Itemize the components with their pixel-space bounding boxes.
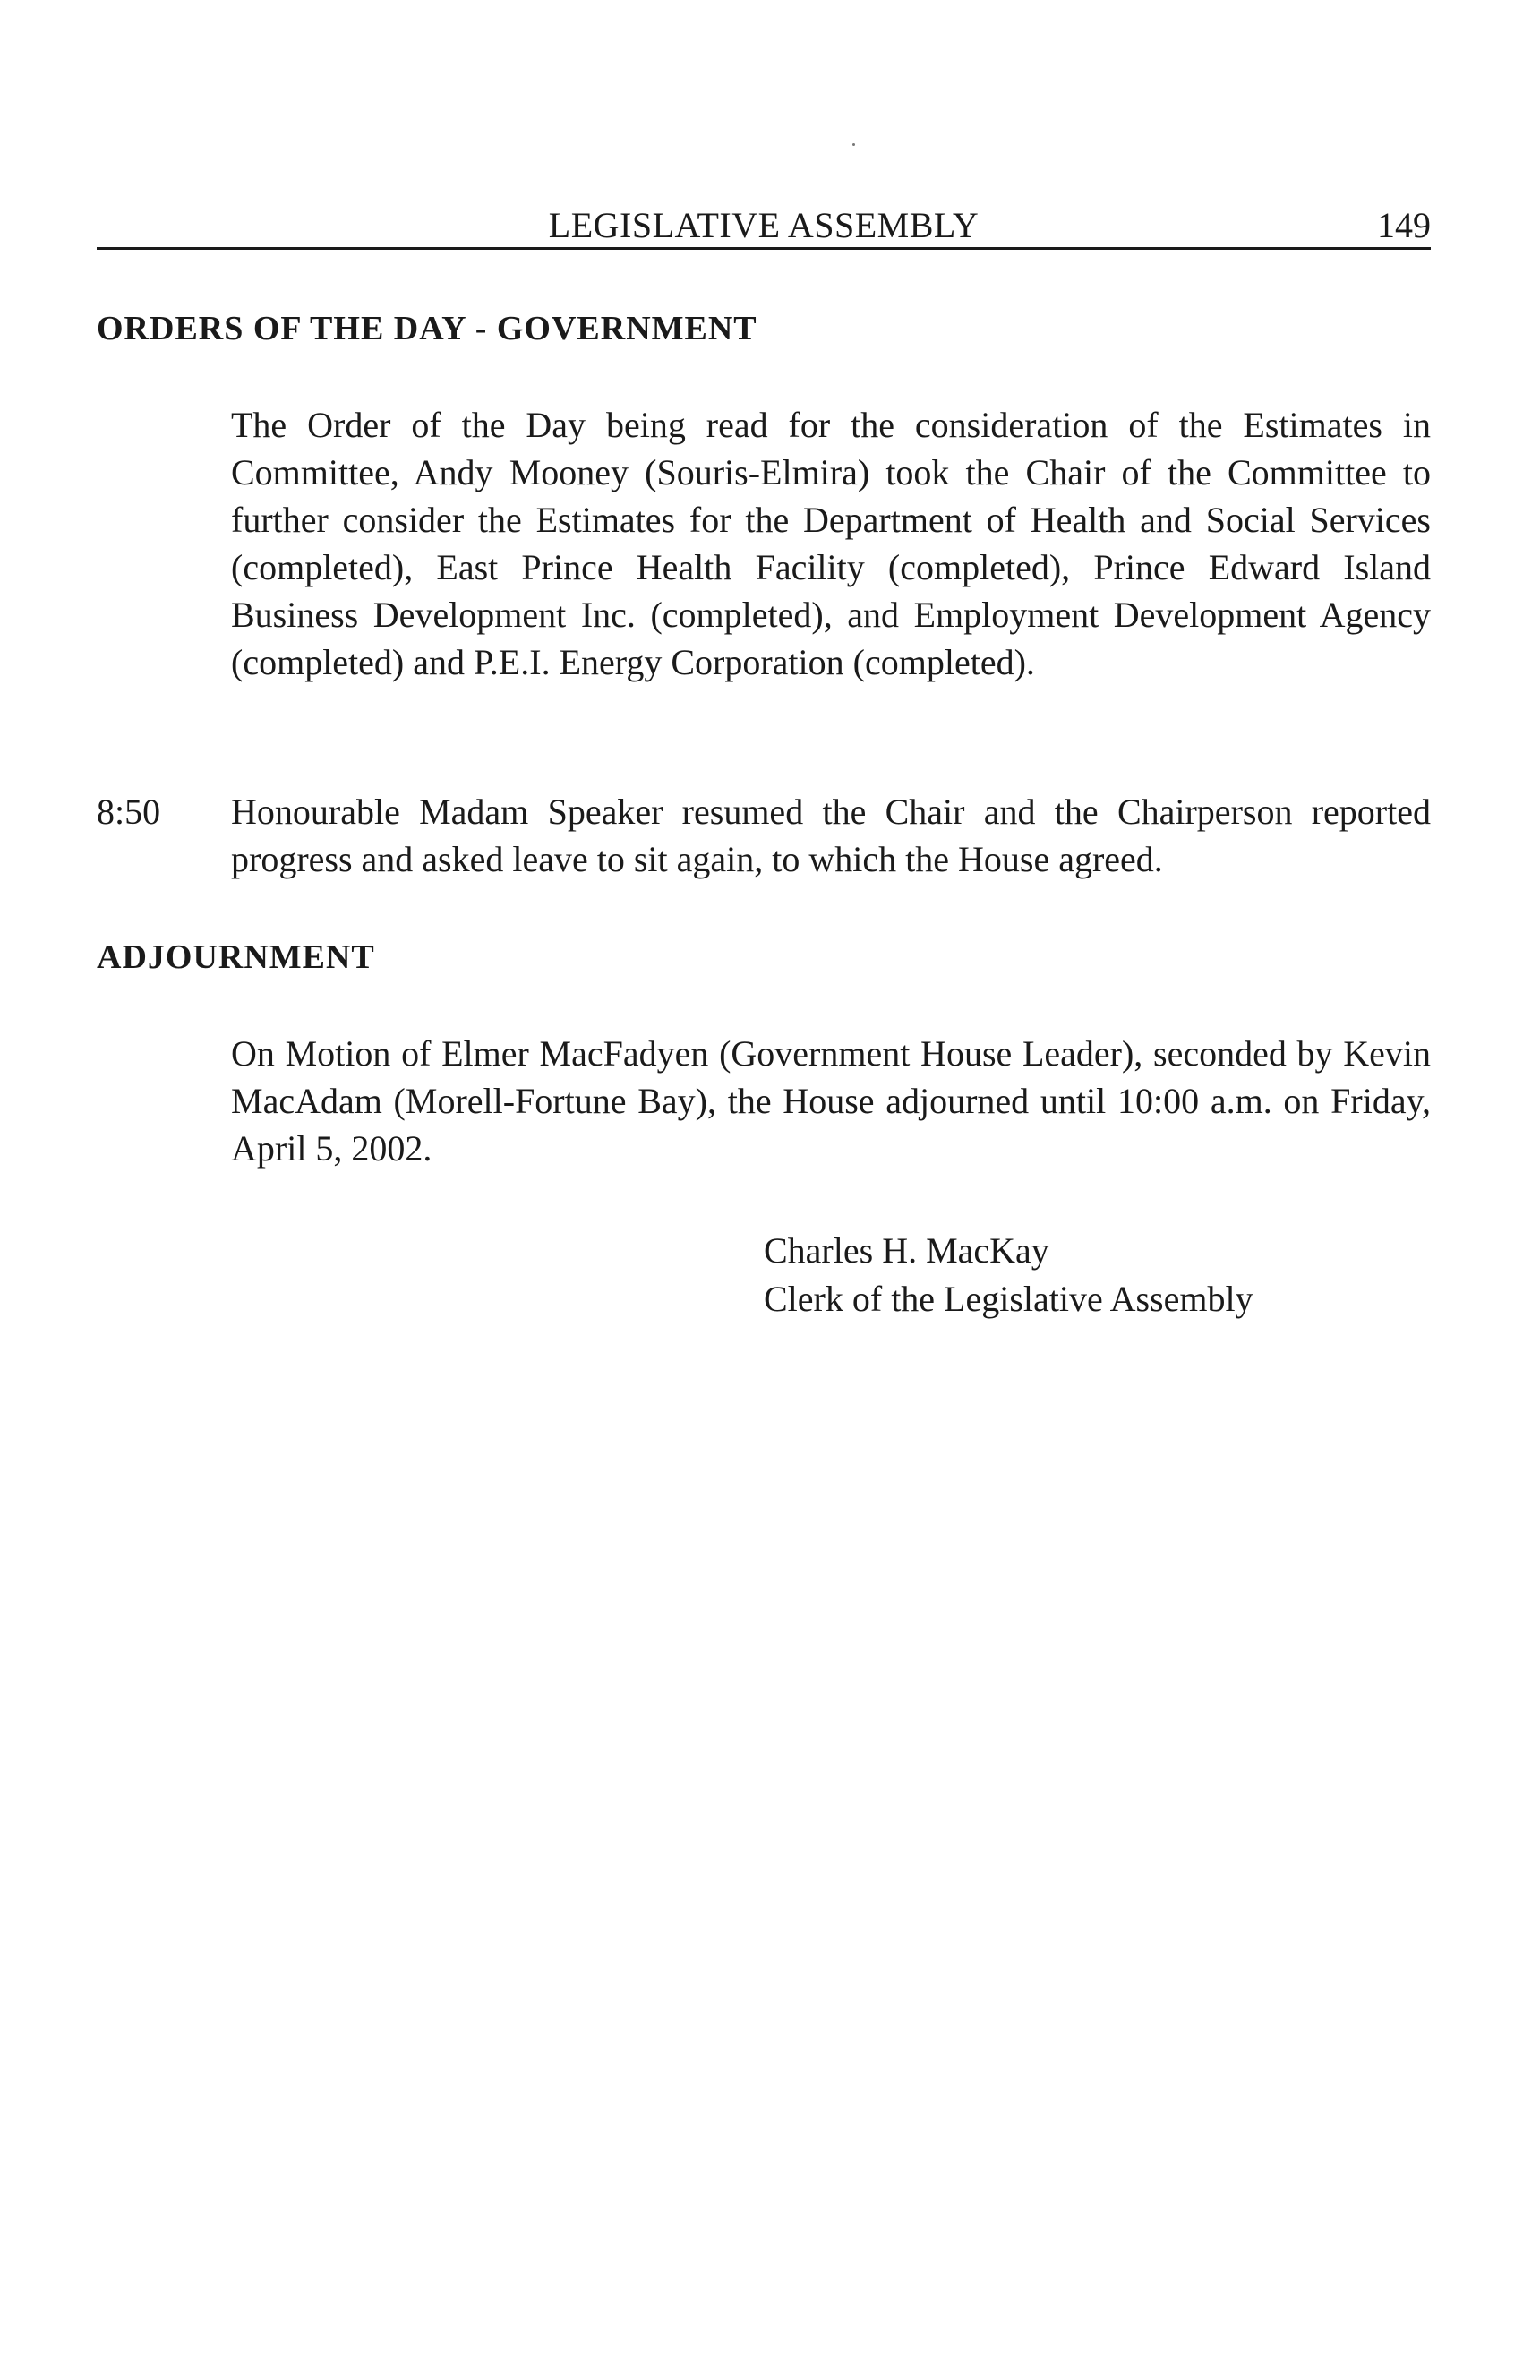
running-title: LEGISLATIVE ASSEMBLY [548, 205, 980, 245]
header-rule [97, 247, 1431, 250]
orders-of-the-day-heading: ORDERS OF THE DAY - GOVERNMENT [97, 310, 757, 347]
signatory-title: Clerk of the Legislative Assembly [764, 1279, 1253, 1319]
signatory-name: Charles H. MacKay [764, 1230, 1049, 1271]
speaker-paragraph: Honourable Madam Speaker resumed the Chair and the Chairperson reported progress and asked leave to sit again, to which the House agreed. [231, 792, 1431, 879]
page-number: 149 [1377, 205, 1431, 245]
running-header [97, 199, 1431, 254]
time-stamp: 8:50 [97, 792, 161, 832]
orders-of-the-day-paragraph: The Order of the Day being read for the consideration of the Estimates in Committee, Andy Mooney (Souris-Elmira) took the Chair of the Committee to further consider the Estimates for the Department of Health and Social Services (completed), East Prince Health Facility (completed), Prince Edward Island Business Development Inc. (completed), and Employment Development Agency (completed) and P.E.I. Energy Corporation (completed). [231, 405, 1431, 682]
adjournment-heading: ADJOURNMENT [97, 938, 375, 976]
adjournment-paragraph: On Motion of Elmer MacFadyen (Government House Leader), seconded by Kevin MacAdam (Morell-Fortune Bay), the House adjourned until 10:00 a.m. on Friday, April 5, 2002. [231, 1033, 1431, 1169]
signature-block [764, 1227, 1253, 1323]
scan-speck [852, 143, 855, 146]
